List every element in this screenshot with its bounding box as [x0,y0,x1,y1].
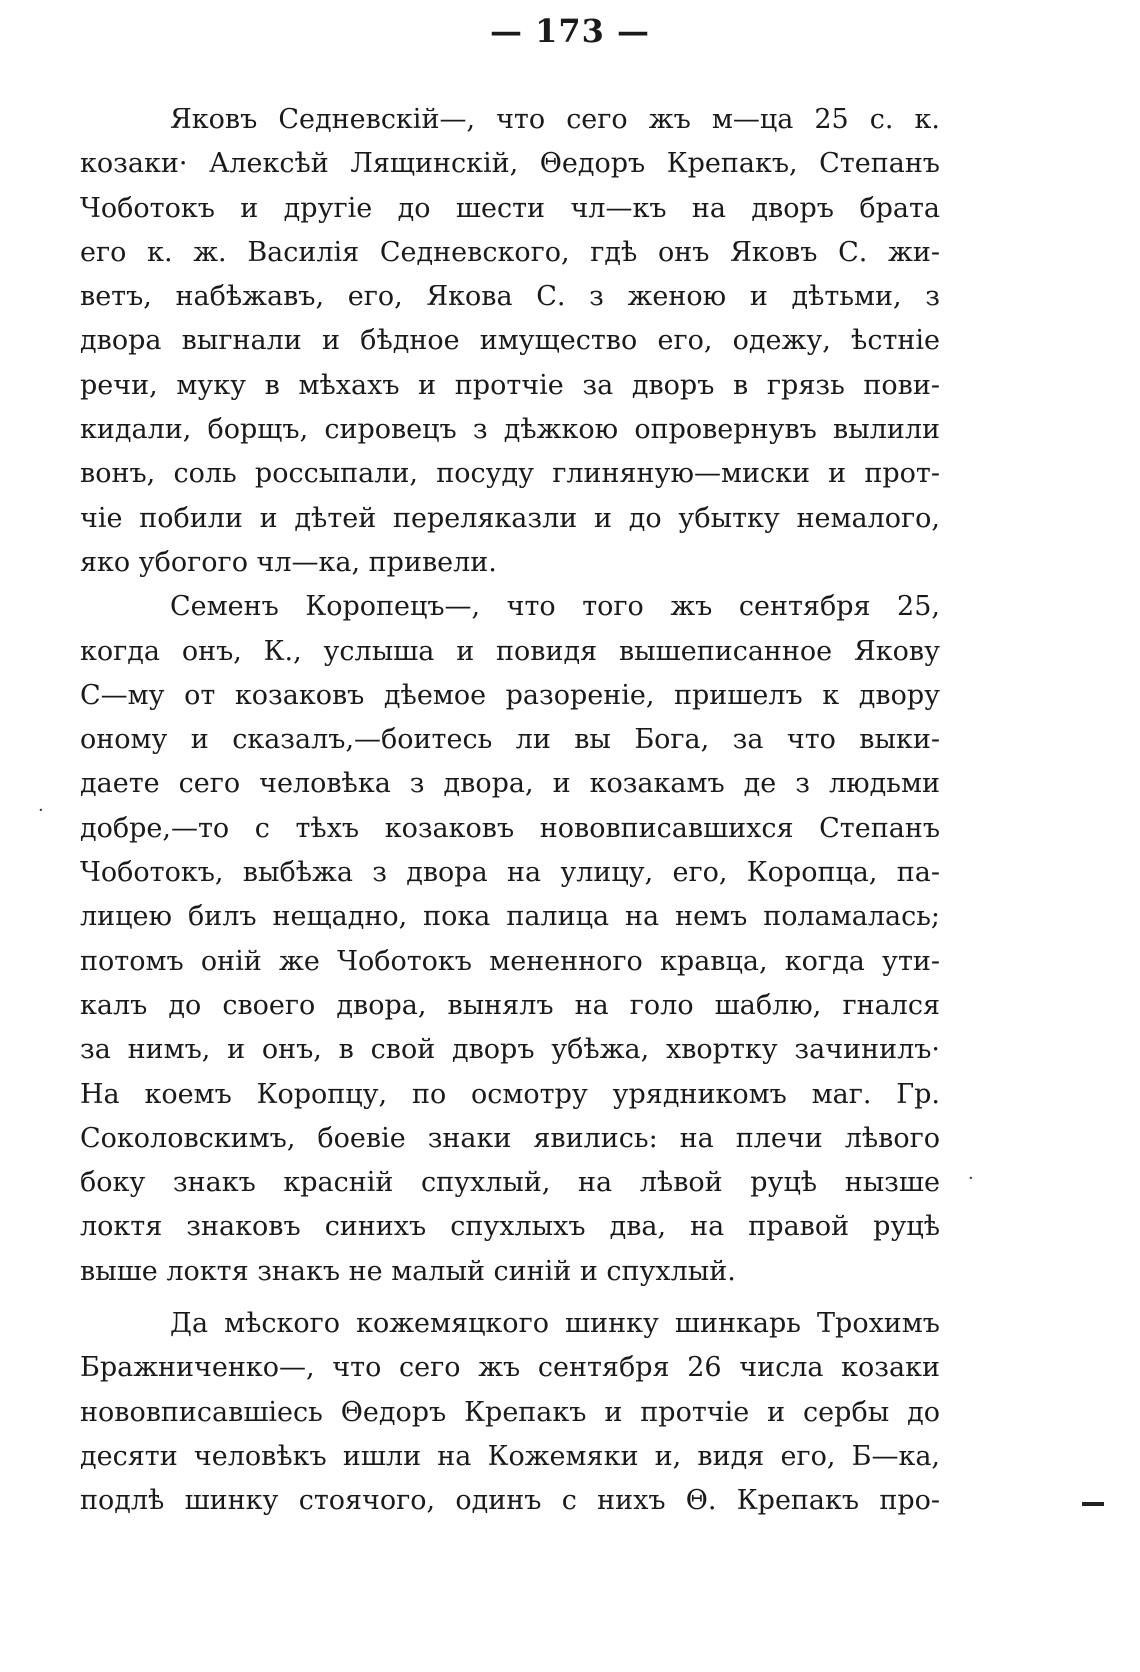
paragraph-1 [80,98,940,585]
text-line: двора выгнали и бѣдное имущество его, одежу, ѣстніе [80,325,940,357]
text-line: С—му от козаковъ дѣемое разореніе, пришелъ к двору [80,679,940,711]
text-line: даете сего человѣка з двора, и козакамъ де з людьми [80,768,940,800]
text-line: речи, муку в мѣхахъ и протчіе за дворъ в грязь пови- [80,369,940,401]
text-line: оному и сказалъ,—боитесь ли вы Бога, за что выки- [80,724,940,756]
margin-mark [1082,1502,1104,1506]
text-line: добре,—то с тѣхъ козаковъ нововписавшихся Степанъ [80,812,940,844]
text-line: нововписавшіесь Θедоръ Крепакъ и протчіе и сербы до [80,1396,940,1428]
text-line: чіе побили и дѣтей переляказли и до убытку немалого, [80,502,940,534]
text-line: Соколовскимъ, боевіе знаки явились: на плечи лѣвого [80,1122,940,1154]
body-text [80,98,940,1524]
margin-speck: · [968,1168,974,1189]
text-line: Семенъ Коропецъ—, что того жъ сентября 25, [170,591,940,623]
text-line: ветъ, набѣжавъ, его, Якова С. з женою и дѣтьми, з [80,281,940,313]
text-line: лицею билъ нещадно, пока палица на немъ поламалась; [80,901,940,933]
text-line: Чоботокъ и другіе до шести чл—къ на дворъ брата [80,192,940,224]
text-line: десяти человѣкъ ишли на Кожемяки и, видя его, Б—ка, [80,1440,940,1472]
text-line: подлѣ шинку стоячого, одинъ с нихъ Θ. Крепакъ про- [80,1485,940,1517]
text-line: Чоботокъ, выбѣжа з двора на улицу, его, Коропца, па- [80,857,940,889]
text-line: калъ до своего двора, вынялъ на голо шаблю, гнался [80,989,940,1021]
page-number: — 173 — [489,12,651,50]
text-line: за нимъ, и онъ, в свой дворъ убѣжа, хвортку зачинилъ· [80,1034,940,1066]
text-line: боку знакъ красній спухлый, на лѣвой руцѣ нызше [80,1167,940,1199]
text-line: Яковъ Седневскій—, что сего жъ м—ца 25 с. к. [170,104,940,135]
text-line: когда онъ, К., услыша и повидя вышеписанное Якову [80,635,940,667]
text-line: яко убогого чл—ка, привели. [80,546,497,578]
text-line: кидали, борщъ, сировецъ з дѣжкою опровернувъ вылили [80,414,940,446]
text-line: потомъ оній же Чоботокъ мененного кравца, когда ути- [80,945,940,977]
text-line: локтя знаковъ синихъ спухлыхъ два, на правой руцѣ [80,1211,940,1243]
paragraph-3 [80,1302,940,1523]
text-line: Да мѣского кожемяцкого шинку шинкарь Трохимъ [170,1308,940,1340]
margin-speck: · [38,800,44,821]
text-line: вонъ, соль россыпали, посуду глиняную—миски и прот- [80,458,940,490]
text-line: Бражниченко—, что сего жъ сентября 26 числа козаки [80,1352,940,1384]
text-line: его к. ж. Василія Седневского, гдѣ онъ Яковъ С. жи- [80,236,940,268]
text-line: козаки· Алексѣй Лящинскій, Θедоръ Крепакъ, Степанъ [80,148,940,180]
paragraph-2 [80,585,940,1294]
text-line: На коемъ Коропцу, по осмотру урядникомъ маг. Гр. [80,1078,940,1110]
text-line: выше локтя знакъ не малый синій и спухлый. [80,1255,736,1287]
